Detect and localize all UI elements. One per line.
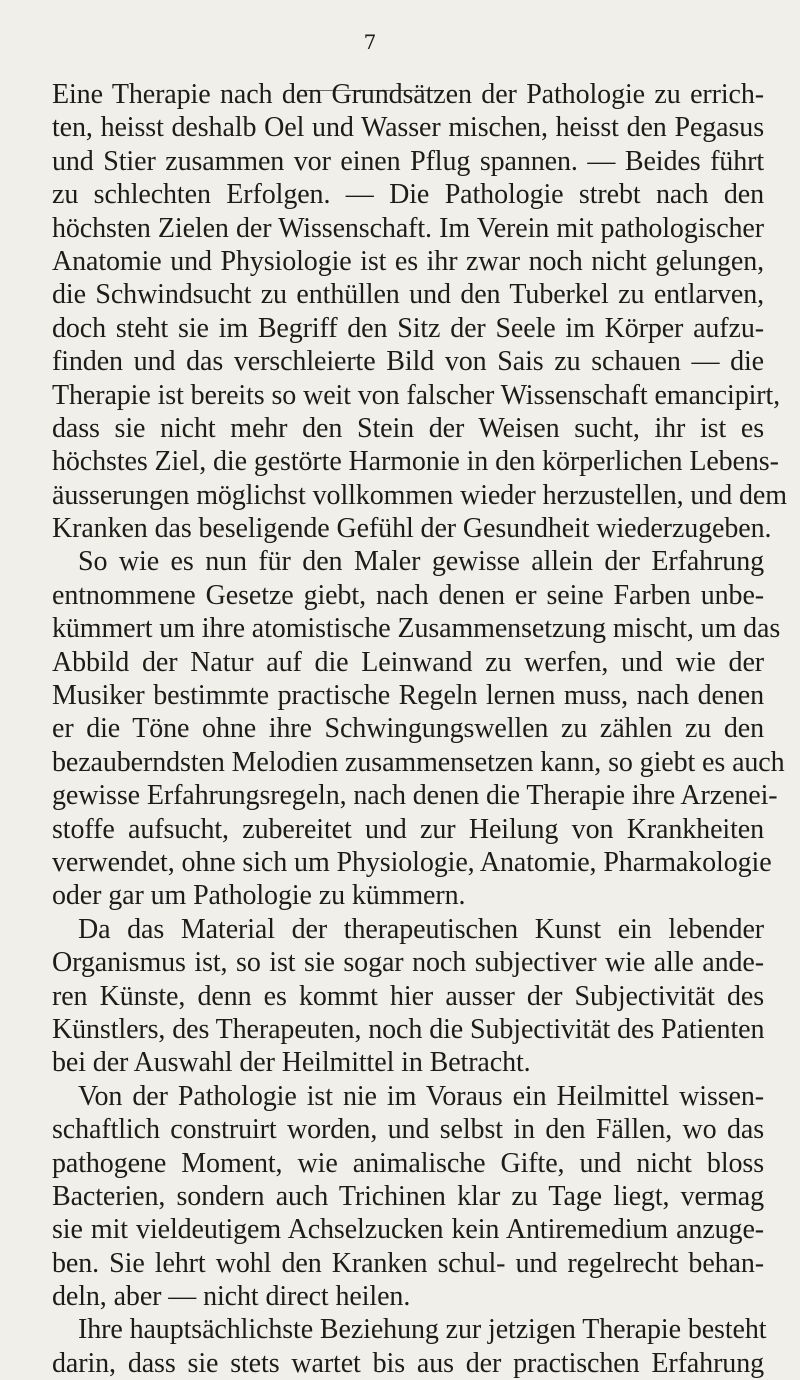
text-line: Bacterien, sondern auch Trichinen klar zu Tage liegt, vermag — [52, 1180, 764, 1212]
text-line: So wie es nun für den Maler gewisse allein der Erfahrung — [78, 546, 764, 578]
text-line: ren Künste, denn es kommt hier ausser der Subjectivität des — [52, 980, 764, 1012]
text-line: höchstes Ziel, die gestörte Harmonie in den körperlichen Lebens- — [52, 446, 779, 478]
text-line: sie mit vieldeutigem Achselzucken kein Antiremedium anzuge- — [52, 1214, 764, 1246]
text-line: Anatomie und Physiologie ist es ihr zwar noch nicht gelungen, — [52, 245, 764, 277]
text-line: Künstlers, des Therapeuten, noch die Subjectivität des Patienten — [52, 1013, 765, 1045]
text-line: Von der Pathologie ist nie im Voraus ein Heilmittel wissen- — [78, 1080, 764, 1112]
page-header — [300, 30, 440, 54]
text-line: bei der Auswahl der Heilmittel in Betracht. — [52, 1047, 531, 1079]
text-line: entnommene Gesetze giebt, nach denen er seine Farben unbe- — [52, 579, 764, 611]
text-line: ben. Sie lehrt wohl den Kranken schul- und regelrecht behan- — [52, 1247, 764, 1279]
text-line: er die Töne ohne ihre Schwingungswellen zu zählen zu den — [52, 713, 764, 745]
page-number: 7 — [363, 30, 377, 54]
text-line: deln, aber — nicht direct heilen. — [52, 1281, 411, 1313]
text-line: äusserungen möglichst vollkommen wieder herzustellen, und dem — [52, 479, 787, 511]
text-line: pathogene Moment, wie animalische Gifte, und nicht bloss — [52, 1147, 764, 1179]
text-line: schaftlich construirt worden, und selbst in den Fällen, wo das — [52, 1114, 764, 1146]
text-line: und Stier zusammen vor einen Pflug spannen. — Beides führt — [52, 145, 764, 177]
text-line: stoffe aufsucht, zubereitet und zur Heilung von Krankheiten — [52, 813, 764, 845]
text-line: finden und das verschleierte Bild von Sais zu schauen — die — [52, 346, 764, 378]
text-line: Abbild der Natur auf die Leinwand zu werfen, und wie der — [52, 646, 764, 678]
text-line: Ihre hauptsächlichste Beziehung zur jetzigen Therapie besteht — [78, 1314, 767, 1346]
text-line: doch steht sie im Begriff den Sitz der Seele im Körper aufzu- — [52, 312, 764, 344]
text-line: dass sie nicht mehr den Stein der Weisen sucht, ihr ist es — [52, 412, 764, 444]
text-line: verwendet, ohne sich um Physiologie, Anatomie, Pharmakologie — [52, 846, 772, 878]
text-line: gewisse Erfahrungsregeln, nach denen die Therapie ihre Arzenei- — [52, 780, 778, 812]
text-line: Organismus ist, so ist sie sogar noch subjectiver wie alle ande- — [52, 947, 764, 979]
text-line: Musiker bestimmte practische Regeln lernen muss, nach denen — [52, 680, 764, 712]
body-text — [52, 78, 787, 1380]
text-line: kümmert um ihre atomistische Zusammensetzung mischt, um das — [52, 613, 781, 645]
text-line: oder gar um Pathologie zu kümmern. — [52, 880, 466, 912]
text-line: Therapie ist bereits so weit von falscher Wissenschaft emancipirt, — [52, 379, 781, 411]
text-line: Kranken das beseligende Gefühl der Gesundheit wiederzugeben. — [52, 513, 772, 545]
text-line: ten, heisst deshalb Oel und Wasser mischen, heisst den Pegasus — [52, 112, 764, 144]
text-line: bezauberndsten Melodien zusammensetzen kann, so giebt es auch — [52, 746, 785, 778]
text-line: zu schlechten Erfolgen. — Die Pathologie strebt nach den — [52, 179, 764, 211]
text-line: Da das Material der therapeutischen Kunst ein lebender — [78, 913, 764, 945]
text-line: Eine Therapie nach den Grundsätzen der Pathologie zu errich- — [52, 79, 764, 110]
text-line: höchsten Zielen der Wissenschaft. Im Verein mit pathologischer — [52, 212, 764, 244]
text-line: die Schwindsucht zu enthüllen und den Tuberkel zu entlarven, — [52, 279, 764, 311]
text-line: darin, dass sie stets wartet bis aus der practischen Erfahrung — [52, 1347, 764, 1379]
